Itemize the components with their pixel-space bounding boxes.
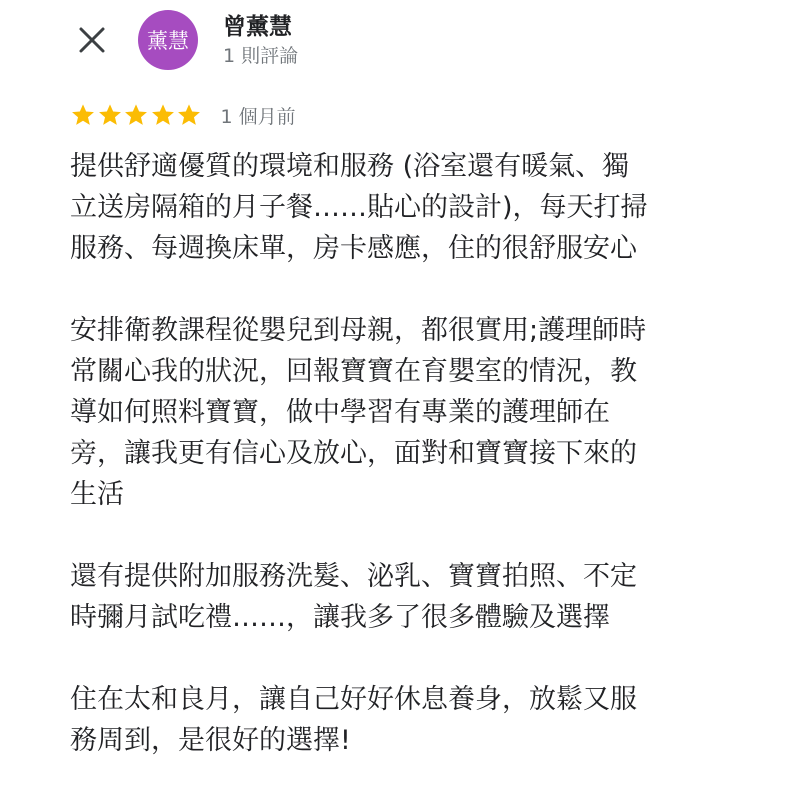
review-line: 時彌月試吃禮……，讓我多了很多體驗及選擇 (70, 602, 610, 633)
review-text (70, 146, 770, 800)
review-time: 1 個月前 (220, 105, 296, 128)
review-paragraph (70, 679, 770, 761)
avatar[interactable] (138, 10, 198, 70)
review-paragraph (70, 556, 770, 638)
star-filled-icon (70, 102, 96, 128)
star-filled-icon (176, 102, 202, 128)
reviewer-name[interactable]: 曾薰慧 (223, 14, 292, 40)
star-filled-icon (123, 102, 149, 128)
review-line: 提供舒適優質的環境和服務 (浴室還有暖氣、獨 (70, 151, 630, 182)
avatar-initials: 薰慧 (147, 29, 189, 53)
review-line: 導如何照料寶寶，做中學習有專業的護理師在 (70, 397, 610, 428)
rating-row (70, 100, 296, 130)
close-icon (78, 26, 106, 58)
review-line: 務周到，是很好的選擇! (70, 725, 351, 756)
star-rating (70, 102, 203, 128)
review-line: 旁，讓我更有信心及放心，面對和寶寶接下來的 (70, 438, 637, 469)
review-line: 常關心我的狀況，回報寶寶在育嬰室的情況，教 (70, 356, 637, 387)
review-line: 住在太和良月，讓自己好好休息養身，放鬆又服 (70, 684, 637, 715)
review-line: 服務、每週換床單，房卡感應，住的很舒服安心 (70, 233, 637, 264)
review-line: 立送房隔箱的月子餐……貼心的設計)，每天打掃 (70, 192, 648, 223)
star-filled-icon (150, 102, 176, 128)
review-paragraph (70, 146, 770, 269)
review-line: 生活 (70, 479, 124, 510)
review-count: 1 則評論 (223, 45, 299, 67)
star-filled-icon (97, 102, 123, 128)
review-paragraph (70, 310, 770, 515)
review-line: 還有提供附加服務洗髮、泌乳、寶寶拍照、不定 (70, 561, 637, 592)
close-button[interactable] (70, 20, 114, 64)
review-line: 安排衛教課程從嬰兒到母親，都很實用;護理師時 (70, 315, 647, 346)
